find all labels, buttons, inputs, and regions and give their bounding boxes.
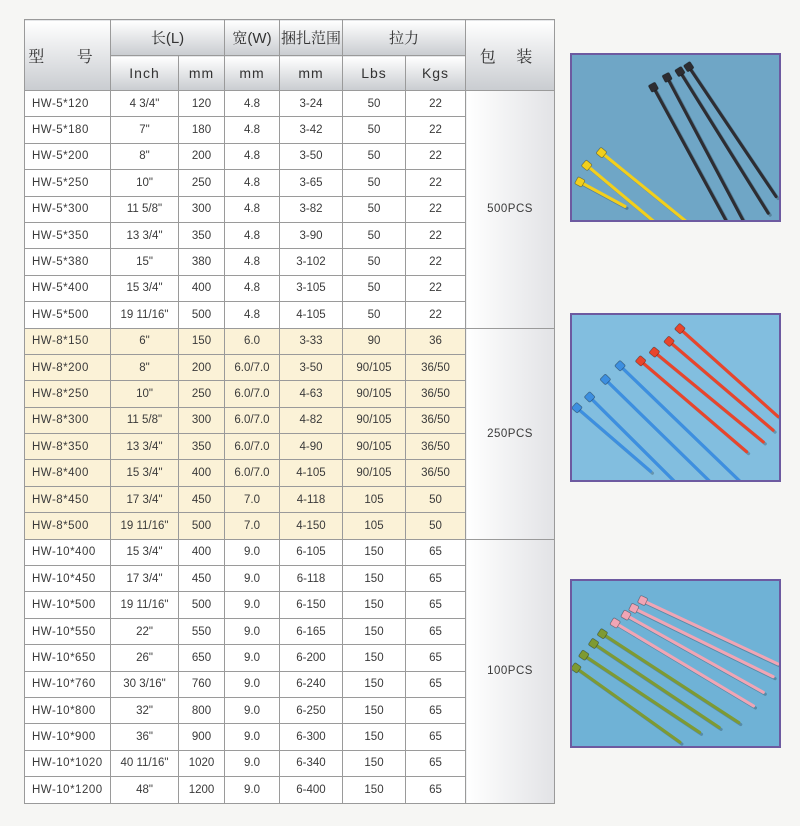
- cell-bundle-range: 6-340: [280, 750, 343, 776]
- cell-tensile-kgs: 36/50: [406, 407, 466, 433]
- cell-tensile-kgs: 36/50: [406, 354, 466, 380]
- cell-tensile-kgs: 65: [406, 539, 466, 565]
- cell-width-mm: 9.0: [225, 618, 280, 644]
- header-tensile: 拉力: [343, 20, 466, 56]
- cell-tensile-lbs: 150: [343, 777, 406, 803]
- cell-bundle-range: 6-240: [280, 671, 343, 697]
- cell-tensile-lbs: 50: [343, 143, 406, 169]
- cell-width-mm: 4.8: [225, 302, 280, 328]
- cell-length-mm: 400: [179, 275, 225, 301]
- cell-bundle-range: 6-150: [280, 592, 343, 618]
- cell-tensile-kgs: 36/50: [406, 434, 466, 460]
- cell-tensile-lbs: 90/105: [343, 434, 406, 460]
- table-row: [25, 328, 555, 354]
- cell-length-mm: 450: [179, 566, 225, 592]
- green-pink-ties-image: [572, 581, 779, 746]
- cell-tensile-lbs: 150: [343, 618, 406, 644]
- cell-length-mm: 1200: [179, 777, 225, 803]
- unit-length-mm: mm: [179, 56, 225, 91]
- cell-length-inch: 11 5/8": [111, 407, 179, 433]
- spec-table-body: [25, 91, 555, 804]
- cell-model: HW-5*400: [25, 275, 111, 301]
- cell-tensile-kgs: 22: [406, 170, 466, 196]
- cell-length-inch: 8": [111, 143, 179, 169]
- header-length: 长(L): [111, 20, 225, 56]
- cell-length-mm: 380: [179, 249, 225, 275]
- cell-length-inch: 8": [111, 354, 179, 380]
- cell-length-mm: 300: [179, 407, 225, 433]
- cell-tensile-lbs: 150: [343, 645, 406, 671]
- cell-model: HW-5*380: [25, 249, 111, 275]
- cell-tensile-kgs: 50: [406, 486, 466, 512]
- header-bundle-range: 捆扎范围: [280, 20, 343, 56]
- cell-tensile-lbs: 50: [343, 222, 406, 248]
- cell-length-inch: 15": [111, 249, 179, 275]
- cell-width-mm: 4.8: [225, 170, 280, 196]
- cell-bundle-range: 3-50: [280, 354, 343, 380]
- cell-length-mm: 120: [179, 91, 225, 117]
- yellow-black-ties-image: [572, 55, 779, 220]
- unit-inch: Inch: [111, 56, 179, 91]
- cell-tensile-kgs: 22: [406, 143, 466, 169]
- cell-length-inch: 19 11/16": [111, 513, 179, 539]
- cell-model: HW-5*250: [25, 170, 111, 196]
- cell-model: HW-5*120: [25, 91, 111, 117]
- cell-length-mm: 250: [179, 170, 225, 196]
- cell-width-mm: 4.8: [225, 275, 280, 301]
- cell-model: HW-8*450: [25, 486, 111, 512]
- cell-width-mm: 7.0: [225, 486, 280, 512]
- cell-length-inch: 6": [111, 328, 179, 354]
- cell-length-mm: 550: [179, 618, 225, 644]
- cell-length-inch: 40 11/16": [111, 750, 179, 776]
- cell-width-mm: 9.0: [225, 724, 280, 750]
- blue-red-ties-image: [572, 315, 779, 480]
- cell-length-inch: 17 3/4": [111, 486, 179, 512]
- cell-bundle-range: 3-105: [280, 275, 343, 301]
- packing-cell: 500PCS: [466, 91, 555, 329]
- cell-length-mm: 500: [179, 592, 225, 618]
- cell-tensile-lbs: 50: [343, 302, 406, 328]
- cell-bundle-range: 3-65: [280, 170, 343, 196]
- spec-table: [24, 19, 555, 804]
- header-model: 型 号: [25, 20, 111, 91]
- cell-tensile-kgs: 22: [406, 249, 466, 275]
- cell-width-mm: 9.0: [225, 671, 280, 697]
- cell-model: HW-8*350: [25, 434, 111, 460]
- cell-model: HW-8*250: [25, 381, 111, 407]
- cell-tensile-lbs: 105: [343, 513, 406, 539]
- cell-bundle-range: 4-90: [280, 434, 343, 460]
- cell-length-mm: 400: [179, 460, 225, 486]
- cell-length-mm: 500: [179, 302, 225, 328]
- packing-cell: 100PCS: [466, 539, 555, 803]
- cell-length-inch: 26": [111, 645, 179, 671]
- unit-lbs: Lbs: [343, 56, 406, 91]
- cell-bundle-range: 3-82: [280, 196, 343, 222]
- cell-width-mm: 6.0/7.0: [225, 407, 280, 433]
- cell-length-mm: 760: [179, 671, 225, 697]
- cell-length-mm: 200: [179, 143, 225, 169]
- cell-bundle-range: 3-42: [280, 117, 343, 143]
- cell-tensile-kgs: 65: [406, 566, 466, 592]
- cell-model: HW-8*150: [25, 328, 111, 354]
- cell-model: HW-5*180: [25, 117, 111, 143]
- cell-tensile-lbs: 90/105: [343, 460, 406, 486]
- cell-length-mm: 900: [179, 724, 225, 750]
- cell-tensile-lbs: 150: [343, 539, 406, 565]
- cell-model: HW-10*650: [25, 645, 111, 671]
- cell-bundle-range: 4-105: [280, 460, 343, 486]
- header-packing: 包 装: [466, 20, 555, 91]
- cell-model: HW-10*900: [25, 724, 111, 750]
- cell-length-inch: 10": [111, 170, 179, 196]
- cell-length-inch: 10": [111, 381, 179, 407]
- cell-length-inch: 15 3/4": [111, 275, 179, 301]
- cell-length-mm: 300: [179, 196, 225, 222]
- cell-width-mm: 6.0/7.0: [225, 354, 280, 380]
- cell-width-mm: 4.8: [225, 196, 280, 222]
- cell-model: HW-10*800: [25, 697, 111, 723]
- cell-model: HW-10*450: [25, 566, 111, 592]
- cell-model: HW-8*200: [25, 354, 111, 380]
- cell-length-mm: 180: [179, 117, 225, 143]
- cell-tensile-lbs: 150: [343, 592, 406, 618]
- cell-length-inch: 19 11/16": [111, 592, 179, 618]
- cell-model: HW-8*500: [25, 513, 111, 539]
- cell-width-mm: 4.8: [225, 222, 280, 248]
- cell-width-mm: 9.0: [225, 645, 280, 671]
- cell-length-inch: 30 3/16": [111, 671, 179, 697]
- cell-length-mm: 500: [179, 513, 225, 539]
- cell-tensile-lbs: 150: [343, 566, 406, 592]
- cell-tensile-kgs: 36/50: [406, 381, 466, 407]
- cell-tensile-kgs: 50: [406, 513, 466, 539]
- cell-width-mm: 4.8: [225, 91, 280, 117]
- cell-length-inch: 11 5/8": [111, 196, 179, 222]
- cell-length-inch: 13 3/4": [111, 434, 179, 460]
- cell-width-mm: 9.0: [225, 750, 280, 776]
- cell-width-mm: 9.0: [225, 592, 280, 618]
- cell-tensile-kgs: 36: [406, 328, 466, 354]
- cell-length-mm: 400: [179, 539, 225, 565]
- cell-bundle-range: 3-50: [280, 143, 343, 169]
- cell-model: HW-8*400: [25, 460, 111, 486]
- cell-tensile-lbs: 50: [343, 249, 406, 275]
- unit-width-mm: mm: [225, 56, 280, 91]
- cell-bundle-range: 4-118: [280, 486, 343, 512]
- cell-tensile-lbs: 90/105: [343, 354, 406, 380]
- packing-cell: 250PCS: [466, 328, 555, 539]
- cell-tensile-lbs: 90: [343, 328, 406, 354]
- cell-width-mm: 6.0/7.0: [225, 434, 280, 460]
- cell-model: HW-8*300: [25, 407, 111, 433]
- unit-kgs: Kgs: [406, 56, 466, 91]
- cell-model: HW-5*500: [25, 302, 111, 328]
- cell-model: HW-5*200: [25, 143, 111, 169]
- cell-model: HW-10*400: [25, 539, 111, 565]
- cell-width-mm: 6.0: [225, 328, 280, 354]
- cell-tensile-kgs: 22: [406, 302, 466, 328]
- cell-width-mm: 6.0/7.0: [225, 381, 280, 407]
- cell-tensile-lbs: 90/105: [343, 381, 406, 407]
- cell-length-inch: 15 3/4": [111, 460, 179, 486]
- cell-width-mm: 9.0: [225, 777, 280, 803]
- cell-width-mm: 9.0: [225, 539, 280, 565]
- cell-length-mm: 450: [179, 486, 225, 512]
- cell-tensile-kgs: 65: [406, 697, 466, 723]
- cell-length-inch: 48": [111, 777, 179, 803]
- cell-length-mm: 150: [179, 328, 225, 354]
- cell-length-inch: 7": [111, 117, 179, 143]
- cell-width-mm: 7.0: [225, 513, 280, 539]
- cell-bundle-range: 6-400: [280, 777, 343, 803]
- cell-length-inch: 15 3/4": [111, 539, 179, 565]
- cell-bundle-range: 3-102: [280, 249, 343, 275]
- cell-bundle-range: 6-250: [280, 697, 343, 723]
- photo-green-pink-ties: [570, 579, 781, 748]
- table-row: [25, 91, 555, 117]
- unit-bundle-mm: mm: [280, 56, 343, 91]
- table-row: [25, 539, 555, 565]
- cell-tensile-kgs: 65: [406, 618, 466, 644]
- cell-length-inch: 4 3/4": [111, 91, 179, 117]
- cell-tensile-kgs: 65: [406, 592, 466, 618]
- cell-model: HW-10*550: [25, 618, 111, 644]
- cell-bundle-range: 3-90: [280, 222, 343, 248]
- cell-bundle-range: 4-150: [280, 513, 343, 539]
- cell-bundle-range: 6-200: [280, 645, 343, 671]
- cell-length-mm: 650: [179, 645, 225, 671]
- cell-length-mm: 350: [179, 222, 225, 248]
- cell-bundle-range: 3-33: [280, 328, 343, 354]
- cell-tensile-kgs: 65: [406, 645, 466, 671]
- cell-tensile-lbs: 150: [343, 750, 406, 776]
- cell-tensile-lbs: 50: [343, 275, 406, 301]
- cell-tensile-kgs: 22: [406, 117, 466, 143]
- cell-tensile-lbs: 50: [343, 196, 406, 222]
- cell-model: HW-10*1200: [25, 777, 111, 803]
- cell-tensile-lbs: 150: [343, 697, 406, 723]
- cell-tensile-lbs: 150: [343, 724, 406, 750]
- cell-tensile-kgs: 22: [406, 91, 466, 117]
- cell-length-mm: 200: [179, 354, 225, 380]
- cell-tensile-lbs: 105: [343, 486, 406, 512]
- cell-tensile-kgs: 22: [406, 222, 466, 248]
- cell-tensile-lbs: 50: [343, 91, 406, 117]
- cell-tensile-kgs: 22: [406, 196, 466, 222]
- cell-width-mm: 4.8: [225, 249, 280, 275]
- cell-bundle-range: 4-63: [280, 381, 343, 407]
- cell-width-mm: 6.0/7.0: [225, 460, 280, 486]
- cell-length-inch: 36": [111, 724, 179, 750]
- cell-width-mm: 9.0: [225, 566, 280, 592]
- cell-tensile-kgs: 22: [406, 275, 466, 301]
- cell-tensile-kgs: 65: [406, 750, 466, 776]
- cell-length-mm: 800: [179, 697, 225, 723]
- cell-length-mm: 350: [179, 434, 225, 460]
- cell-length-inch: 17 3/4": [111, 566, 179, 592]
- cell-length-mm: 250: [179, 381, 225, 407]
- photo-yellow-black-ties: [570, 53, 781, 222]
- photo-background: [572, 315, 779, 480]
- cell-model: HW-10*1020: [25, 750, 111, 776]
- cell-model: HW-10*760: [25, 671, 111, 697]
- cell-tensile-kgs: 65: [406, 777, 466, 803]
- cell-bundle-range: 3-24: [280, 91, 343, 117]
- cell-bundle-range: 4-105: [280, 302, 343, 328]
- photo-blue-red-ties: [570, 313, 781, 482]
- cell-length-inch: 13 3/4": [111, 222, 179, 248]
- cell-width-mm: 9.0: [225, 697, 280, 723]
- cell-width-mm: 4.8: [225, 117, 280, 143]
- cell-bundle-range: 4-82: [280, 407, 343, 433]
- cell-width-mm: 4.8: [225, 143, 280, 169]
- cell-tensile-lbs: 50: [343, 170, 406, 196]
- cell-model: HW-10*500: [25, 592, 111, 618]
- cell-bundle-range: 6-165: [280, 618, 343, 644]
- cell-length-mm: 1020: [179, 750, 225, 776]
- cell-tensile-lbs: 50: [343, 117, 406, 143]
- cell-bundle-range: 6-300: [280, 724, 343, 750]
- cell-tensile-kgs: 65: [406, 671, 466, 697]
- cell-model: HW-5*300: [25, 196, 111, 222]
- cell-tensile-lbs: 90/105: [343, 407, 406, 433]
- cell-tensile-kgs: 65: [406, 724, 466, 750]
- cell-bundle-range: 6-105: [280, 539, 343, 565]
- cell-tensile-kgs: 36/50: [406, 460, 466, 486]
- cell-tensile-lbs: 150: [343, 671, 406, 697]
- cell-length-inch: 19 11/16": [111, 302, 179, 328]
- cell-length-inch: 22": [111, 618, 179, 644]
- cell-bundle-range: 6-118: [280, 566, 343, 592]
- cell-model: HW-5*350: [25, 222, 111, 248]
- header-width: 宽(W): [225, 20, 280, 56]
- cell-length-inch: 32": [111, 697, 179, 723]
